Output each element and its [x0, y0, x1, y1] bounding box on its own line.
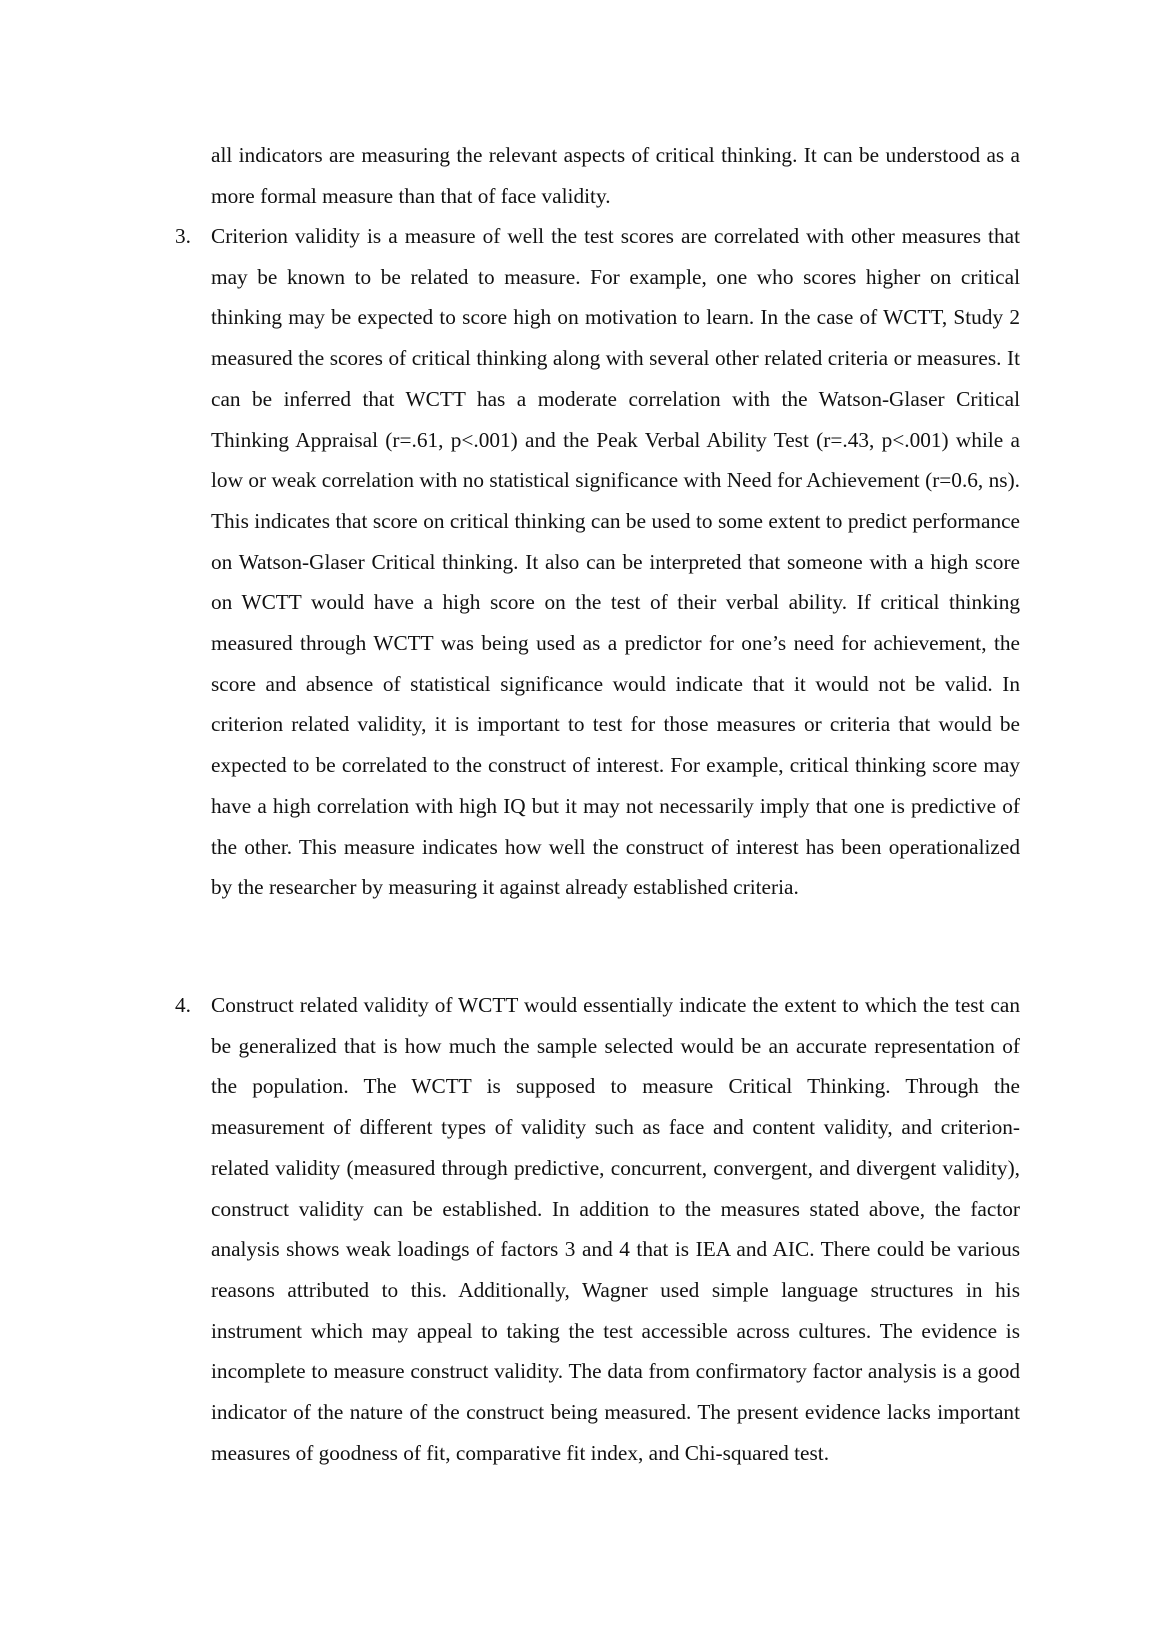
- list-item-number: 3.: [175, 224, 191, 248]
- list-item-number: 4.: [175, 993, 191, 1017]
- list-item: [175, 985, 1020, 1473]
- list-item-text: Construct related validity of WCTT would essentially indicate the extent to which the test can be generalized that is how much the sample selected would be an accurate representation of the population. The WCTT is supposed to measure Critical Thinking. Through the measurement of different types of validity such as face and content validity, and criterion-related validity (measured through predictive, concurrent, convergent, and divergent validity), construct validity can be established. In addition to the measures stated above, the factor analysis shows weak loadings of factors 3 and 4 that is IEA and AIC. There could be various reasons attributed to this. Additionally, Wagner used simple language structures in his instrument which may appeal to taking the test accessible across cultures. The evidence is incomplete to measure construct validity. The data from confirmatory factor analysis is a good indicator of the nature of the construct being measured. The present evidence lacks important measures of goodness of fit, comparative fit index, and Chi-squared test.: [211, 993, 1020, 1465]
- continuation-paragraph: all indicators are measuring the relevant aspects of critical thinking. It can be understood as a more formal measure than that of face validity.: [211, 143, 1020, 208]
- list-item-text: Criterion validity is a measure of well the test scores are correlated with other measures that may be known to be related to measure. For example, one who scores higher on critical thinking may be expected to score high on motivation to learn. In the case of WCTT, Study 2 measured the scores of critical thinking along with several other related criteria or measures. It can be inferred that WCTT has a moderate correlation with the Watson-Glaser Critical Thinking Appraisal (r=.61, p<.001) and the Peak Verbal Ability Test (r=.43, p<.001) while a low or weak correlation with no statistical significance with Need for Achievement (r=0.6, ns). This indicates that score on critical thinking can be used to some extent to predict performance on Watson-Glaser Critical thinking. It also can be interpreted that someone with a high score on WCTT would have a high score on the test of their verbal ability. If critical thinking measured through WCTT was being used as a predictor for one’s need for achievement, the score and absence of statistical significance would indicate that it would not be valid. In criterion related validity, it is important to test for those measures or criteria that would be expected to be correlated to the construct of interest. For example, critical thinking score may have a high correlation with high IQ but it may not necessarily imply that one is predictive of the other. This measure indicates how well the construct of interest has been operationalized by the researcher by measuring it against already established criteria.: [211, 224, 1020, 900]
- list-item: [175, 216, 1020, 908]
